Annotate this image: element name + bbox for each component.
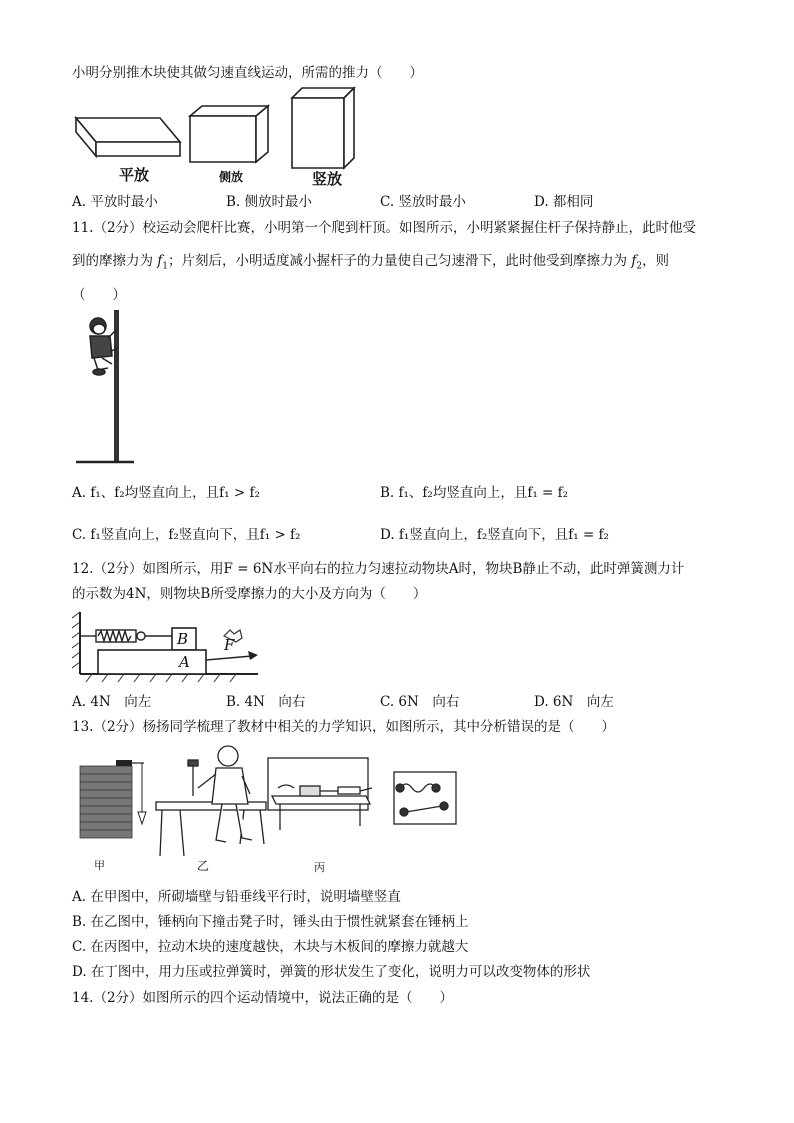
q12-option-b: B. 4N 向右: [226, 694, 306, 710]
spring-scale: [80, 630, 172, 642]
q10-option-d: D. 都相同: [534, 194, 594, 210]
label-side: 侧放: [219, 170, 244, 184]
q12-stem-line1: 12.（2分）如图所示，用F = 6N水平向右的拉力匀速拉动物块A时，物块B静止不动，此时弹簧测力计: [72, 561, 685, 577]
climber: [90, 318, 117, 375]
brick-wall: [80, 766, 132, 838]
q13-option-c: C. 在丙图中，拉动木块的速度越快，木块与木板间的摩擦力就越大: [72, 939, 469, 955]
label-bing: 丙: [314, 861, 325, 874]
q11-stem-line2: 到的摩擦力为 $f_1$；片刻后，小明适度减小握杆子的力量使自己匀速滑下，此时他受到摩擦力为 $f_2$，则: [72, 253, 670, 272]
q11-stem-line1: 11.（2分）校运动会爬杆比赛，小明第一个爬到杆顶。如图所示，小明紧紧握住杆子保持静止，此时他受: [72, 220, 697, 236]
q11-stem-line3: （ ）: [72, 287, 126, 303]
q11-figure: [72, 308, 142, 470]
upright-block: [292, 88, 354, 168]
table-block-scale: [268, 758, 372, 830]
q13-option-d: D. 在丁图中，用力压或拉弹簧时，弹簧的形状发生了变化，说明力可以改变物体的形状: [72, 964, 591, 980]
label-b: B: [177, 630, 189, 648]
q10-option-a: A. 平放时最小: [72, 194, 158, 210]
q12-stem-line2: 的示数为4N，则物块B所受摩擦力的大小及方向为（ ）: [72, 586, 427, 602]
q13-option-a: A. 在甲图中，所砌墙壁与铅垂线平行时，说明墙壁竖直: [72, 889, 401, 905]
q10-option-c: C. 竖放时最小: [380, 194, 466, 210]
q12-option-d: D. 6N 向左: [534, 694, 614, 710]
label-yi: 乙: [197, 859, 210, 873]
label-upright: 竖放: [312, 170, 343, 188]
q10-option-b: B. 侧放时最小: [226, 194, 313, 210]
label-f: F: [224, 636, 235, 654]
q12-option-a: A. 4N 向左: [72, 694, 152, 710]
q10-stem: 小明分别推木块使其做匀速直线运动，所需的推力（ ）: [72, 65, 423, 81]
q12-option-c: C. 6N 向右: [380, 694, 460, 710]
label-a: A: [179, 653, 190, 671]
q11-option-d: D. f₁竖直向上，f₂竖直向下，且f₁ = f₂: [380, 527, 609, 543]
springs-panel: [394, 772, 456, 824]
side-block: [190, 106, 268, 162]
q13-stem: 13.（2分）杨扬同学梳理了教材中相关的力学知识，如图所示，其中分析错误的是（ ）: [72, 719, 616, 735]
q11-option-c: C. f₁竖直向上，f₂竖直向下，且f₁ > f₂: [72, 527, 301, 543]
q11-option-a: A. f₁、f₂均竖直向上，且f₁ > f₂: [72, 485, 260, 501]
q14-stem: 14.（2分）如图所示的四个运动情境中，说法正确的是（ ）: [72, 990, 454, 1006]
label-jia: 甲: [94, 859, 105, 872]
flat-block: [76, 118, 180, 156]
q13-figure: [76, 744, 466, 876]
label-flat: 平放: [119, 166, 150, 184]
man-with-hammer: [156, 746, 266, 856]
q11-option-b: B. f₁、f₂均竖直向上，且f₁ = f₂: [380, 485, 569, 501]
q13-option-b: B. 在乙图中，锤柄向下撞击凳子时，锤头由于惯性就紧套在锤柄上: [72, 914, 469, 930]
